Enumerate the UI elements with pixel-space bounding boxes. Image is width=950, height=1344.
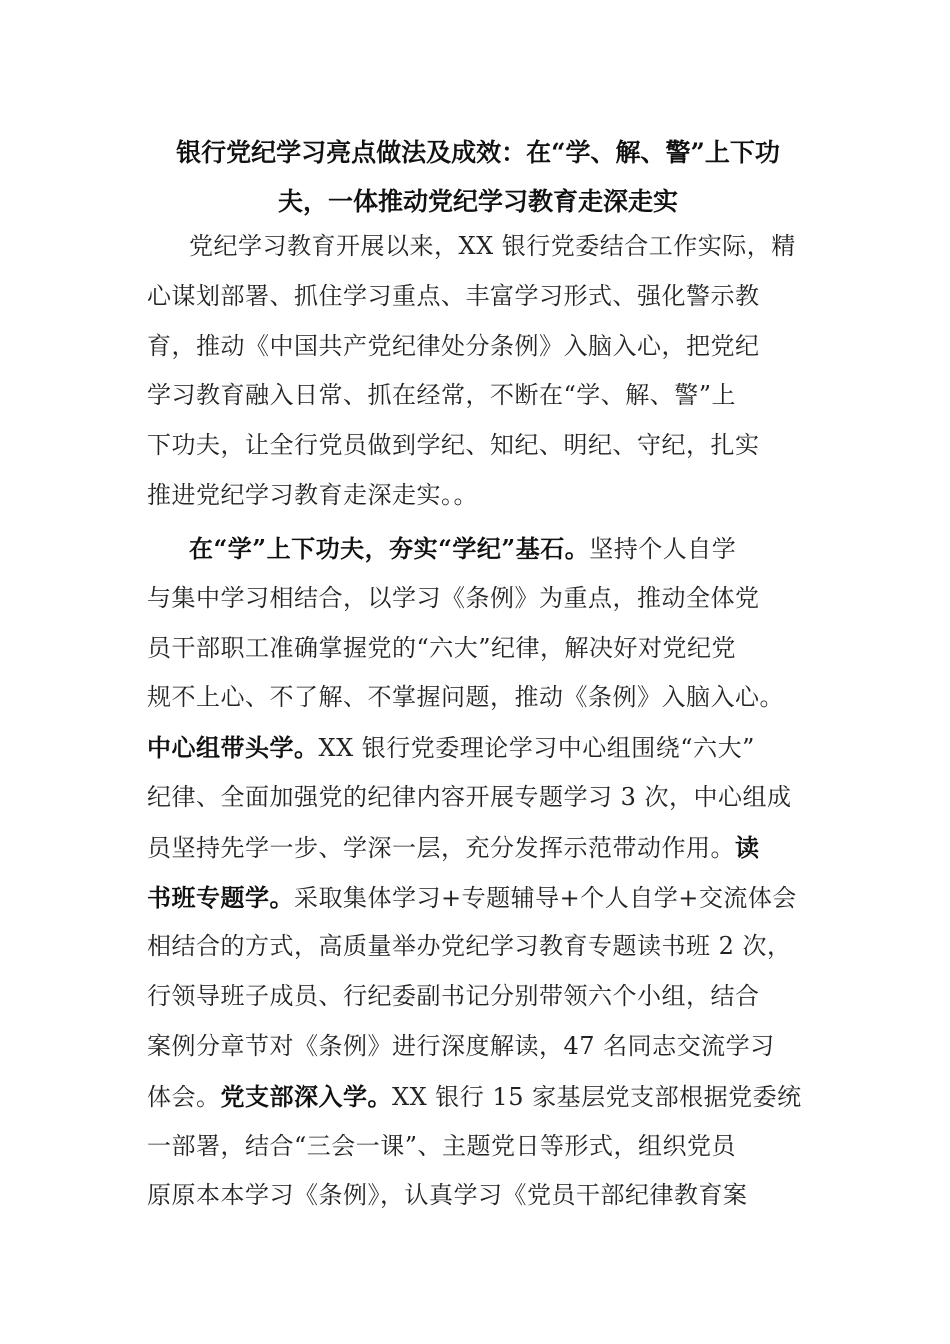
- paragraph-line: 党纪学习教育开展以来，XX 银行党委结合工作实际，精: [189, 232, 796, 260]
- paragraph-line: [147, 723, 807, 773]
- paragraph-line: 原原本本学习《条例》，认真学习《党员干部纪律教育案: [147, 1181, 748, 1210]
- paragraph-line: 案例分章节对《条例》进行深度解读，47 名同志交流学习: [147, 1031, 775, 1060]
- paragraph-line: [147, 823, 807, 873]
- subheading-reading-class-start: 读: [735, 832, 760, 862]
- paragraph-line: 规不上心、不了解、不掌握问题，推动《条例》入脑入心。: [147, 683, 784, 712]
- study-section-paragraph: [147, 524, 807, 1221]
- paragraph-line: 与集中学习相结合，以学习《条例》为重点，推动全体党: [147, 583, 760, 612]
- intro-paragraph: [147, 222, 807, 521]
- paragraph-line: 员干部职工准确掌握党的“六大”纪律，解决好对党纪党: [147, 633, 737, 662]
- title-line-2: 夫，一体推动党纪学习教育走深走实: [277, 187, 678, 216]
- paragraph-line: 推进党纪学习教育走深走实。。: [147, 480, 478, 509]
- paragraph-text: 员坚持先学一步、学深一层，充分发挥示范带动作用。: [147, 833, 735, 862]
- paragraph-line: 相结合的方式，高质量举办党纪学习教育专题读书班 2 次，: [147, 932, 792, 961]
- paragraph-line: 下功夫，让全行党员做到学纪、知纪、明纪、守纪，扎实: [147, 431, 760, 460]
- document-title: [148, 128, 808, 226]
- section-heading: 在“学”上下功夫，夯实“学纪”基石。: [189, 534, 590, 563]
- paragraph-text: XX 银行 15 家基层党支部根据党委统: [392, 1082, 802, 1111]
- paragraph-text: 体会。: [147, 1082, 221, 1111]
- paragraph-line: 育，推动《中国共产党纪律处分条例》入脑入心，把党纪: [147, 331, 760, 360]
- paragraph-line: [147, 873, 807, 923]
- subheading-center-group: 中心组带头学。: [147, 733, 319, 763]
- title-line-1: 银行党纪学习亮点做法及成效：在“学、解、警”上下功: [176, 138, 780, 167]
- paragraph-line: [147, 524, 807, 574]
- paragraph-line: [147, 1072, 807, 1122]
- paragraph-line: 心谋划部署、抓住学习重点、丰富学习形式、强化警示教: [147, 281, 760, 310]
- paragraph-line: 一部署，结合“三会一课”、主题党日等形式，组织党员: [147, 1131, 737, 1160]
- subheading-party-branch: 党支部深入学。: [220, 1081, 392, 1111]
- paragraph-text: XX 银行党委理论学习中心组围绕“六大”: [318, 734, 755, 763]
- paragraph-text: 采取集体学习+专题辅导+个人自学+交流体会: [294, 883, 797, 912]
- paragraph-text: 坚持个人自学: [589, 535, 737, 563]
- paragraph-line: 行领导班子成员、行纪委副书记分别带领六个小组，结合: [147, 982, 760, 1011]
- paragraph-line: 纪律、全面加强党的纪律内容开展专题学习 3 次，中心组成: [147, 782, 792, 811]
- paragraph-line: 学习教育融入日常、抓在经常，不断在“学、解、警”上: [147, 381, 737, 410]
- subheading-reading-class: 书班专题学。: [147, 882, 294, 912]
